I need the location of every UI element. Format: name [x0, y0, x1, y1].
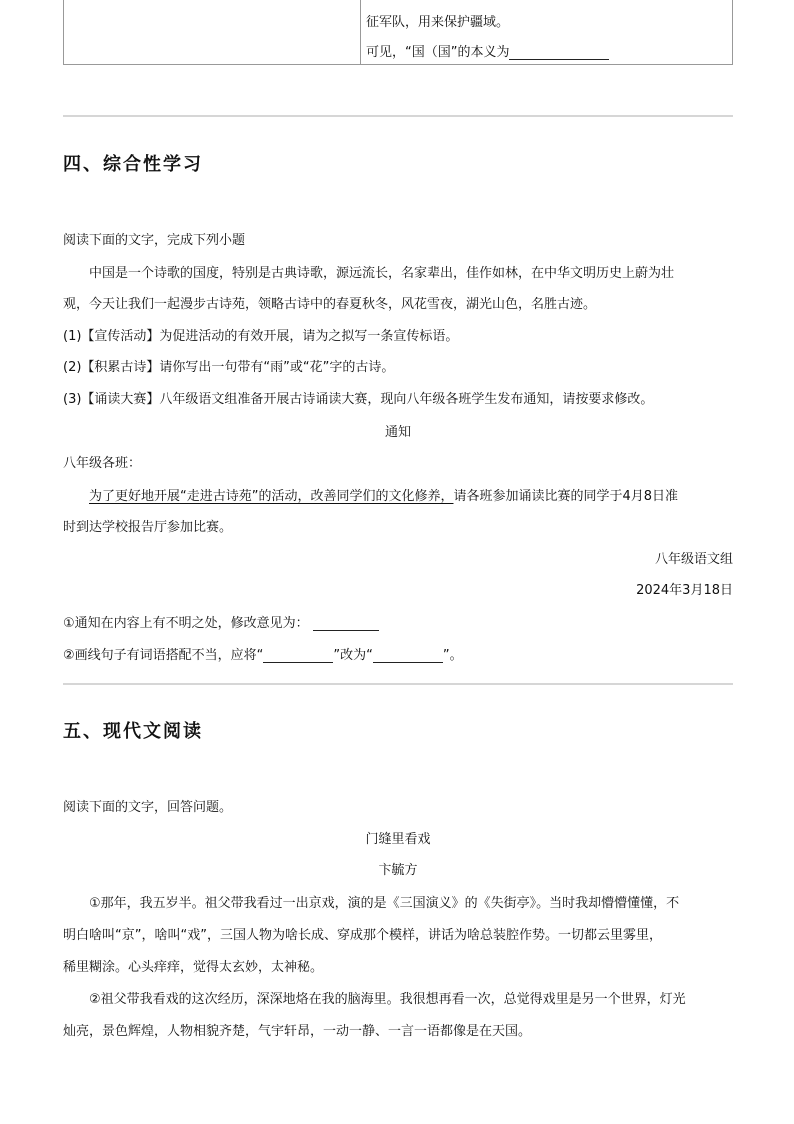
table-question-text: 可见，“国（国”的本义为	[366, 45, 510, 60]
section5-instruction: 阅读下面的文字，回答问题。	[63, 800, 233, 815]
article-paragraph-line: 明白啥叫“京”，啥叫“戏”，三国人物为啥长成、穿成那个模样，讲话为啥总装腔作势。一切都云里雾里，	[63, 928, 662, 943]
section-title-4: 四、综合性学习	[63, 154, 203, 175]
notice-body-line: 时到达学校报告厅参加比赛。	[63, 520, 233, 535]
sub-question-1	[63, 612, 733, 631]
table-question-line	[366, 41, 609, 60]
article-paragraph-line: 稀里糊涂。心头痒痒，觉得太玄妙，太神秘。	[63, 960, 324, 975]
notice-underlined-sentence: 为了更好地开展“走进古诗苑”的活动，改善同学们的文化修养，	[89, 489, 454, 504]
notice-body-line	[63, 485, 733, 504]
section4-instruction: 阅读下面的文字，完成下列小题	[63, 233, 246, 248]
notice-signature: 八年级语文组	[654, 552, 733, 567]
article-paragraph-line: 灿亮，景色辉煌，人物相貌齐楚，气宇轩昂，一动一静、一言一语都像是在天国。	[63, 1024, 532, 1039]
question-2: (2)【积累古诗】请你写出一句带有“雨”或“花”字的古诗。	[63, 360, 395, 375]
section-divider	[63, 115, 733, 117]
section-divider	[63, 683, 733, 685]
answer-blank[interactable]	[313, 616, 379, 631]
section-title-5: 五、现代文阅读	[63, 721, 203, 742]
section4-paragraph-line: 中国是一个诗歌的国度，特别是古典诗歌，源远流长，名家辈出，佳作如林，在中华文明历史上蔚为壮	[89, 266, 675, 281]
table-cell-left	[64, 0, 361, 64]
sub-question-2-text-b: ”改为“	[333, 648, 373, 663]
table-cell-right	[362, 0, 732, 64]
question-3: (3)【诵读大赛】八年级语文组准备开展古诗诵读大赛，现向八年级各班学生发布通知，请按要求修改。	[63, 392, 654, 407]
section4-paragraph-line: 观，今天让我们一起漫步古诗苑，领略古诗中的春夏秋冬，风花雪夜，湖光山色，名胜古迹。	[63, 297, 597, 312]
question-1: (1)【宣传活动】为促进活动的有效开展，请为之拟写一条宣传标语。	[63, 329, 459, 344]
table-text-line: 征军队，用来保护疆域。	[366, 15, 510, 30]
table-fragment-wrapper	[63, 0, 733, 65]
sub-question-2	[63, 644, 733, 663]
article-paragraph-line: ②祖父带我看戏的这次经历，深深地烙在我的脑海里。我很想再看一次，总觉得戏里是另一个世界，灯光	[89, 992, 686, 1007]
sub-question-1-text: ①通知在内容上有不明之处，修改意见为：	[63, 616, 309, 631]
notice-title: 通知	[384, 425, 411, 440]
sub-question-2-text-a: ②画线句子有词语搭配不当，应将“	[63, 648, 264, 663]
answer-blank[interactable]	[263, 648, 333, 663]
article-title: 门缝里看戏	[365, 832, 431, 847]
definition-table	[63, 0, 733, 65]
answer-blank[interactable]	[373, 648, 443, 663]
answer-blank[interactable]	[509, 45, 609, 60]
article-author: 卞毓方	[378, 863, 418, 878]
notice-date: 2024年3月18日	[636, 583, 733, 598]
notice-body-text: 请各班参加诵读比赛的同学于4月8日准	[453, 489, 679, 504]
sub-question-2-text-c: ”。	[442, 648, 463, 663]
article-paragraph-line: ①那年，我五岁半。祖父带我看过一出京戏，演的是《三国演义》的《失街亭》。当时我却懵懵懂懂，不	[89, 896, 680, 911]
notice-recipient: 八年级各班：	[63, 456, 142, 471]
